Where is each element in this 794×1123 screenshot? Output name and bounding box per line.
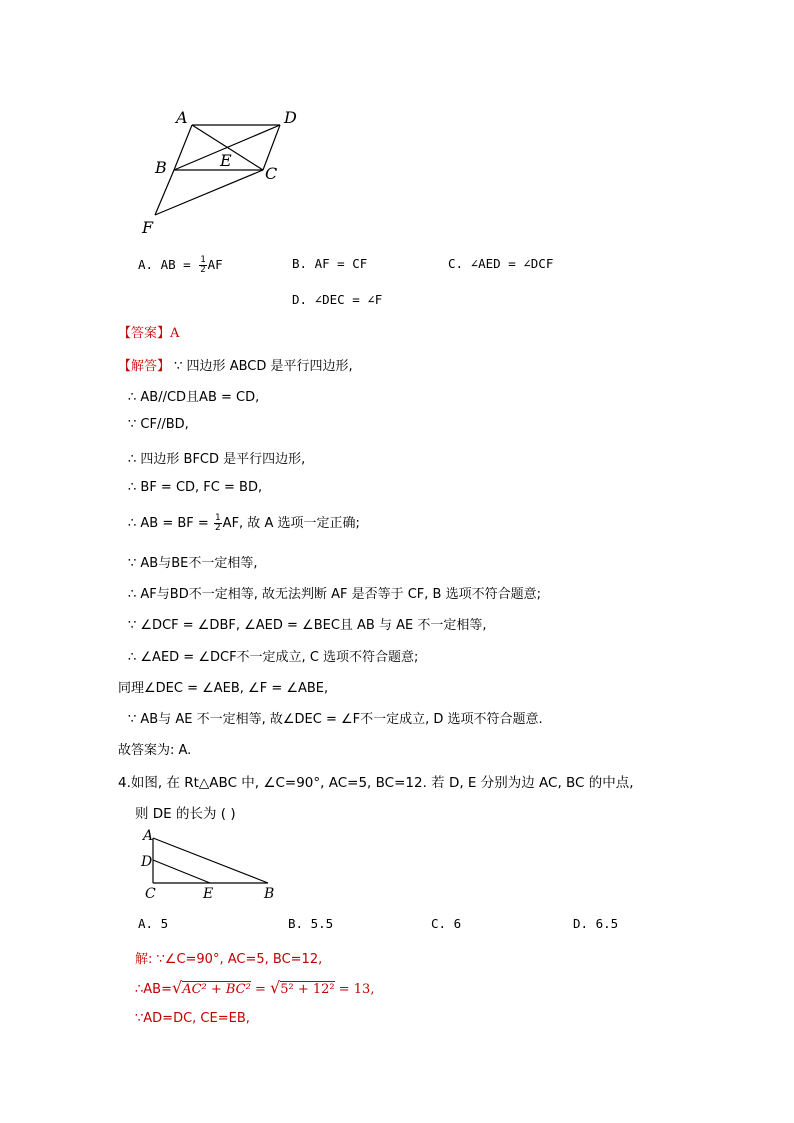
answer-value: A (170, 326, 180, 341)
tri-label-A: A (143, 828, 154, 844)
label-F: F (142, 218, 154, 237)
option-a-prefix: A. AB = (138, 257, 199, 272)
step-6-prefix: ∴ AB = BF = (128, 516, 213, 531)
step-4: ∴ 四边形 BFCD 是平行四边形, (128, 452, 306, 467)
step-8: ∴ AF与BD不一定相等, 故无法判断 AF 是否等于 CF, B 选项不符合题意; (128, 587, 541, 602)
sol2-suffix: = 13, (334, 982, 375, 997)
option-a (138, 256, 223, 275)
q4-option-c: C. 6 (431, 916, 462, 931)
answer-line (118, 322, 179, 341)
q4-solution-3: ∵AD=DC, CE=EB, (135, 1011, 250, 1026)
frac-den: 2 (214, 523, 221, 533)
step-3: ∵ CF//BD, (128, 417, 189, 432)
label-B: B (155, 158, 167, 177)
option-a-suffix: AF (207, 257, 223, 272)
q4-stem-line-2: 则 DE 的长为 ( ) (135, 806, 236, 822)
frac-den: 2 (200, 265, 206, 275)
option-b: B. AF = CF (292, 256, 368, 271)
q4-solution-2 (135, 978, 374, 997)
sol2-mid: = (250, 982, 271, 997)
q4-option-b: B. 5.5 (288, 916, 334, 931)
step-9: ∵ ∠DCF = ∠DBF, ∠AED = ∠BEC且 AB 与 AE 不一定相等, (128, 618, 487, 633)
step-6-fraction (214, 514, 222, 533)
sol2-radicand-2: 5² + 12² (280, 982, 335, 997)
right-triangle-figure (138, 826, 288, 904)
option-a-fraction (199, 256, 206, 275)
sol2-prefix: ∴AB= (135, 982, 172, 997)
tri-label-D: D (141, 854, 153, 870)
step-1: ∵ 四边形 ABCD 是平行四边形, (174, 359, 353, 374)
sol2-radicand-1: AC² + BC² (182, 982, 251, 997)
q4-stem-line-1: 4.如图, 在 Rt△ABC 中, ∠C=90°, AC=5, BC=12. 若 D, E 分别为边 AC, BC 的中点, (118, 775, 634, 791)
step-12: ∵ AB与 AE 不一定相等, 故∠DEC = ∠F不一定成立, D 选项不符合题意. (128, 712, 543, 727)
step-7: ∵ AB与BE不一定相等, (128, 556, 258, 571)
label-D: D (284, 108, 297, 127)
label-C: C (265, 164, 278, 183)
tri-label-C: C (145, 886, 156, 902)
label-E: E (220, 151, 232, 170)
option-d: D. ∠DEC = ∠F (292, 292, 383, 307)
q4-option-d: D. 6.5 (573, 916, 619, 931)
step-11: 同理∠DEC = ∠AEB, ∠F = ∠ABE, (118, 681, 329, 696)
parallelogram-figure (130, 105, 320, 240)
q4-solution-1: 解: ∵∠C=90°, AC=5, BC=12, (135, 952, 323, 967)
step-2: ∴ AB//CD且AB = CD, (128, 390, 260, 405)
step-6-suffix: AF, 故 A 选项一定正确; (222, 516, 360, 531)
q4-option-a: A. 5 (138, 916, 169, 931)
tri-label-B: B (264, 886, 275, 902)
explanation-line-1 (118, 355, 353, 374)
sqrt-icon: √ (171, 978, 183, 997)
step-13: 故答案为: A. (118, 743, 192, 758)
frac-num: 1 (214, 513, 221, 523)
step-6 (128, 512, 360, 533)
step-10: ∴ ∠AED = ∠DCF不一定成立, C 选项不符合题意; (128, 650, 419, 665)
step-5: ∴ BF = CD, FC = BD, (128, 480, 263, 495)
sqrt-icon: √ (270, 978, 281, 997)
explanation-label: 【解答】 (118, 359, 171, 374)
frac-num: 1 (200, 255, 206, 265)
tri-label-E: E (203, 886, 214, 902)
answer-label: 【答案】 (118, 326, 171, 341)
option-c: C. ∠AED = ∠DCF (448, 256, 554, 271)
label-A: A (176, 108, 188, 127)
